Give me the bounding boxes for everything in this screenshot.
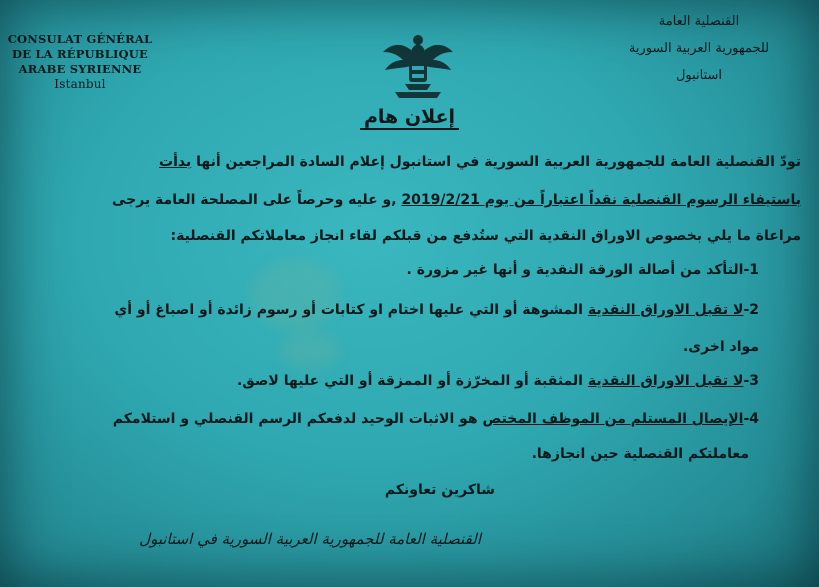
- eagle-emblem-icon: [381, 30, 455, 100]
- item-text: معاملتكم القنصلية حين انجازها.: [531, 446, 749, 462]
- notice-item-2: [114, 302, 759, 318]
- item-number: 4-: [743, 411, 759, 427]
- paper-stain: [250, 260, 340, 330]
- closing-text: شاكرين تعاونكم: [384, 482, 495, 498]
- header-ar-city: استانبول: [675, 68, 723, 83]
- paper-stain: [280, 330, 340, 370]
- item-underlined: لا تقبل الاوراق النقدية: [587, 373, 744, 389]
- consulate-header-ar: [599, 8, 799, 89]
- paragraph-line-1: [159, 154, 801, 170]
- item-text: المثقبة أو المخرّزة أو الممزقة أو التي عليها لاصق.: [236, 373, 588, 389]
- header-fr-line3: ARABE SYRIENNE: [18, 62, 142, 76]
- item-number: 1-: [743, 262, 759, 278]
- item-underlined: لا تقبل الاوراق النقدية: [587, 302, 744, 318]
- paragraph-line-1-text: تودّ القنصلية العامة للجمهورية العربية السورية في استانبول إعلام السادة المراجعين أنها: [191, 154, 801, 170]
- item-number: 2-: [743, 302, 759, 318]
- paragraph-line-3-text: مراعاة ما يلي بخصوص الاوراق النقدية التي ستُدفع من قبلكم لقاء انجاز معاملاتكم القنصلية:: [170, 228, 801, 244]
- header-ar-line2: للجمهورية العربية السورية: [628, 41, 770, 56]
- header-fr-line1: CONSULAT GÉNÉRAL: [7, 32, 153, 46]
- header-fr-line2: DE LA RÉPUBLIQUE: [12, 47, 148, 61]
- header-ar-line1: القنصلية العامة: [658, 14, 740, 29]
- consulate-signature: القنصلية العامة للجمهورية العربية السورية في استانبول: [139, 530, 481, 548]
- notice-item-2-continuation: [683, 339, 759, 355]
- item-text: مواد اخرى.: [682, 339, 759, 355]
- notice-item-4-continuation: [532, 446, 749, 462]
- notice-item-1: [407, 262, 759, 278]
- paragraph-line-2-underlined: باستيفاء الرسوم القنصلية نقداً اعتباراً من يوم 2019/2/21: [401, 192, 801, 208]
- item-underlined: الإيصال المستلم من الموظف المختص: [482, 411, 744, 427]
- paragraph-line-2-text: ,و عليه وحرصاً على المصلحة العامة يرجى: [111, 192, 402, 208]
- notice-title-text: إعلان هام: [360, 106, 459, 130]
- item-text: المشوهة أو التي عليها اختام او كتابات أو رسوم زائدة أو اصباغ أو أي: [114, 302, 588, 318]
- paragraph-line-3: [170, 228, 801, 244]
- item-number: 3-: [743, 373, 759, 389]
- item-text: هو الاثبات الوحيد لدفعكم الرسم القنصلي و استلامكم: [112, 411, 483, 427]
- paragraph-line-1-underlined: بدأت: [159, 154, 192, 170]
- header-fr-city: Istanbul: [54, 77, 106, 91]
- paragraph-line-2: [112, 192, 801, 208]
- notice-item-4: [113, 411, 759, 427]
- consulate-header-fr: [4, 32, 156, 92]
- notice-title: [0, 106, 819, 128]
- item-text: التأكد من أصالة الورقة النقدية و أنها غير مزورة .: [406, 262, 744, 278]
- notice-item-3: [237, 373, 759, 389]
